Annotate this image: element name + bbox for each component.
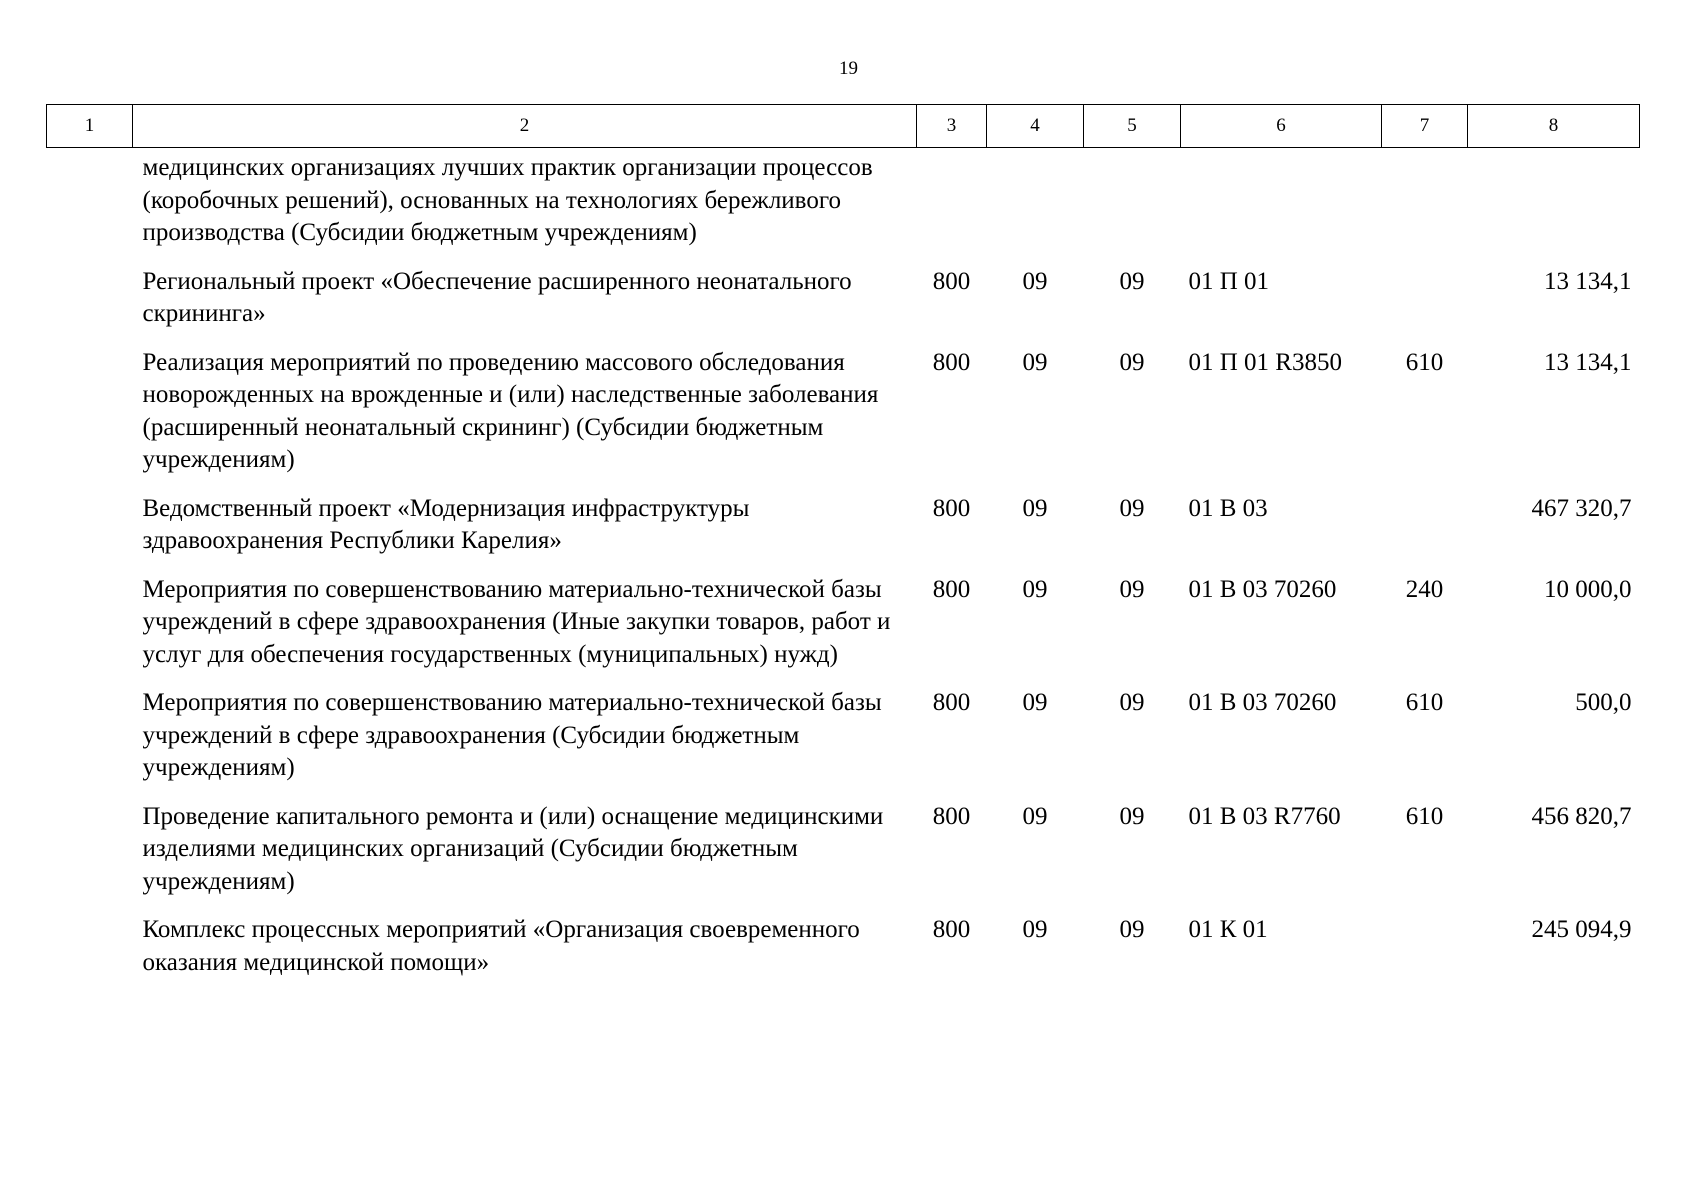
row-col3: 800 bbox=[932, 802, 971, 830]
column-header-4: 4 bbox=[987, 105, 1084, 148]
column-header-1: 1 bbox=[47, 105, 133, 148]
row-col5: 09 bbox=[1119, 689, 1145, 716]
table-row bbox=[47, 493, 1640, 574]
row-col8: 467 320,7 bbox=[1531, 494, 1632, 522]
table-row bbox=[47, 148, 1640, 266]
row-col5 bbox=[1084, 148, 1181, 266]
row-col4: 09 bbox=[1022, 267, 1048, 295]
column-header-3: 3 bbox=[917, 105, 987, 148]
table-header bbox=[47, 105, 1640, 148]
row-col8 bbox=[1468, 148, 1640, 266]
column-header-2: 2 bbox=[133, 105, 917, 148]
row-col5: 09 bbox=[1119, 916, 1145, 943]
row-col5: 09 bbox=[1119, 575, 1145, 603]
row-col5: 09 bbox=[1119, 267, 1145, 295]
table-row bbox=[47, 347, 1640, 493]
row-col8: 13 134,1 bbox=[1544, 348, 1632, 376]
row-empty-cell bbox=[47, 266, 133, 347]
row-col6 bbox=[1181, 148, 1382, 266]
row-col4 bbox=[987, 148, 1084, 266]
row-col7: 610 bbox=[1405, 802, 1444, 830]
row-col6: 01 П 01 R3850 bbox=[1188, 348, 1342, 376]
row-description: Комплекс процессных мероприятий «Организация своевременного оказания медицинской помощи» bbox=[142, 916, 860, 976]
row-col7 bbox=[1382, 914, 1468, 995]
row-col7 bbox=[1382, 493, 1468, 574]
column-header-7: 7 bbox=[1382, 105, 1468, 148]
row-empty-cell bbox=[47, 687, 133, 801]
row-empty-cell bbox=[47, 148, 133, 266]
row-col4: 09 bbox=[1022, 348, 1048, 376]
row-col3: 800 bbox=[932, 916, 971, 943]
row-empty-cell bbox=[47, 801, 133, 915]
row-col4: 09 bbox=[1022, 689, 1048, 716]
page-number: 19 bbox=[839, 58, 858, 79]
row-col3: 800 bbox=[932, 267, 971, 295]
row-col4: 09 bbox=[1022, 916, 1048, 943]
table-row bbox=[47, 801, 1640, 915]
row-empty-cell bbox=[47, 574, 133, 688]
header-row bbox=[47, 105, 1640, 148]
row-col7: 240 bbox=[1405, 575, 1444, 603]
row-col4: 09 bbox=[1022, 575, 1048, 603]
row-col8: 245 094,9 bbox=[1531, 916, 1632, 943]
row-col3: 800 bbox=[932, 689, 971, 716]
row-description: Мероприятия по совершенствованию материально-технической базы учреждений в сфере здравоохранения (Иные закупки товаров, работ и услуг для обеспечения государственных (муниципальных) нужд) bbox=[142, 575, 891, 668]
row-description: Мероприятия по совершенствованию материально-технической базы учреждений в сфере здравоохранения (Субсидии бюджетным учреждениям) bbox=[142, 689, 882, 781]
row-col6: 01 В 03 bbox=[1188, 494, 1268, 522]
row-col6: 01 П 01 bbox=[1188, 267, 1270, 295]
row-col3: 800 bbox=[932, 348, 971, 376]
row-col7: 610 bbox=[1405, 348, 1444, 376]
row-col6: 01 К 01 bbox=[1188, 916, 1268, 943]
row-col8: 10 000,0 bbox=[1544, 575, 1632, 603]
row-col3: 800 bbox=[932, 575, 971, 603]
row-col8: 500,0 bbox=[1575, 689, 1632, 716]
row-col3: 800 bbox=[932, 494, 971, 522]
budget-table bbox=[46, 104, 1640, 995]
column-header-5: 5 bbox=[1084, 105, 1181, 148]
row-col6: 01 В 03 70260 bbox=[1188, 689, 1337, 716]
table-body bbox=[47, 148, 1640, 996]
row-col3 bbox=[917, 148, 987, 266]
row-empty-cell bbox=[47, 493, 133, 574]
table-row bbox=[47, 914, 1640, 995]
table-row bbox=[47, 266, 1640, 347]
row-col6: 01 В 03 70260 bbox=[1188, 575, 1337, 603]
table-row bbox=[47, 687, 1640, 801]
row-description: Реализация мероприятий по проведению массового обследования новорожденных на врожденные и (или) наследственные заболевания (расширенный неонатальный скрининг) (Субсидии бюджетным учреждениям) bbox=[142, 348, 879, 473]
row-col7 bbox=[1382, 266, 1468, 347]
row-description: Региональный проект «Обеспечение расширенного неонатального скрининга» bbox=[142, 267, 852, 327]
row-description: медицинских организациях лучших практик организации процессов (коробочных решений), основанных на технологиях бережливого производства (Субсидии бюджетным учреждениям) bbox=[142, 154, 873, 246]
row-col5: 09 bbox=[1119, 348, 1145, 376]
row-empty-cell bbox=[47, 914, 133, 995]
row-col6: 01 В 03 R7760 bbox=[1188, 802, 1341, 830]
row-col4: 09 bbox=[1022, 494, 1048, 522]
row-empty-cell bbox=[47, 347, 133, 493]
row-col8: 456 820,7 bbox=[1531, 802, 1632, 830]
table-row bbox=[47, 574, 1640, 688]
row-col7: 610 bbox=[1405, 689, 1444, 716]
row-col5: 09 bbox=[1119, 802, 1145, 830]
row-description: Ведомственный проект «Модернизация инфраструктуры здравоохранения Республики Карелия» bbox=[142, 494, 750, 554]
row-col4: 09 bbox=[1022, 802, 1048, 830]
row-col8: 13 134,1 bbox=[1544, 267, 1632, 295]
row-description: Проведение капитального ремонта и (или) оснащение медицинскими изделиями медицинских организаций (Субсидии бюджетным учреждениям) bbox=[142, 802, 884, 895]
row-col7 bbox=[1382, 148, 1468, 266]
column-header-8: 8 bbox=[1468, 105, 1640, 148]
column-header-6: 6 bbox=[1181, 105, 1382, 148]
row-col5: 09 bbox=[1119, 494, 1145, 522]
